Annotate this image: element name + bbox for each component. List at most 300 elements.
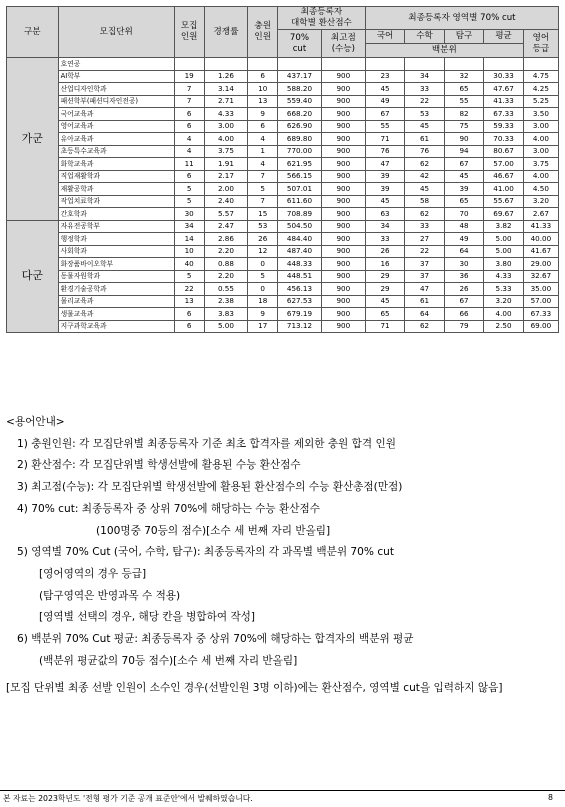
cell-quota: 30 — [174, 208, 204, 221]
cell-eng: 4.50 — [523, 183, 558, 196]
cell-kor: 34 — [365, 220, 405, 233]
cell-kor: 39 — [365, 183, 405, 196]
note-final: [모집 단위별 최종 선발 인원이 소수인 경우(선발인원 3명 이하)에는 환산점수, 영역별 cut을 입력하지 않음] — [6, 682, 503, 695]
cell-avg: 5.00 — [484, 233, 524, 246]
cell-quota: 10 — [174, 245, 204, 258]
cell-quota — [174, 58, 204, 71]
cell-exp: 67 — [444, 158, 484, 171]
cell-comp: 3.75 — [204, 145, 248, 158]
cell-math: 34 — [405, 70, 445, 83]
cell-add: 4 — [248, 158, 278, 171]
cell-exp: 79 — [444, 320, 484, 333]
cell-comp: 0.88 — [204, 258, 248, 271]
note-5: 5) 영역별 70% Cut (국어, 수학, 탐구): 최종등록자의 각 과목별 백분위 70% cut — [17, 546, 395, 559]
cell-max: 900 — [321, 308, 365, 321]
cell-comp: 5.00 — [204, 320, 248, 333]
group-label: 가군 — [7, 58, 59, 221]
cell-avg: 69.67 — [484, 208, 524, 221]
cell-exp: 55 — [444, 95, 484, 108]
unit-name: 호연공 — [58, 58, 174, 71]
cell-avg: 80.67 — [484, 145, 524, 158]
cell-eng: 69.00 — [523, 320, 558, 333]
cell-max: 900 — [321, 120, 365, 133]
cell-eng: 35.00 — [523, 283, 558, 296]
cell-comp: 2.20 — [204, 270, 248, 283]
table-row — [7, 295, 559, 308]
cell-exp: 32 — [444, 70, 484, 83]
cell-cut: 559.40 — [278, 95, 322, 108]
cell-max: 900 — [321, 320, 365, 333]
cell-eng: 3.00 — [523, 145, 558, 158]
unit-name: 유아교육과 — [58, 133, 174, 146]
unit-name: 자유전공학부 — [58, 220, 174, 233]
cell-eng: 40.00 — [523, 233, 558, 246]
cell-exp: 26 — [444, 283, 484, 296]
cell-cut: 621.95 — [278, 158, 322, 171]
unit-name: 직업재활학과 — [58, 170, 174, 183]
cell-comp: 4.00 — [204, 133, 248, 146]
cell-add: 6 — [248, 70, 278, 83]
cell-eng: 41.33 — [523, 220, 558, 233]
cell-exp: 82 — [444, 108, 484, 121]
header-area-group: 최종등록자 영역별 70% cut — [365, 7, 558, 30]
cell-comp: 2.40 — [204, 195, 248, 208]
cell-max: 900 — [321, 208, 365, 221]
cell-kor: 33 — [365, 233, 405, 246]
cell-quota: 5 — [174, 195, 204, 208]
table-row — [7, 133, 559, 146]
cell-comp: 1.91 — [204, 158, 248, 171]
table-row — [7, 170, 559, 183]
cell-eng: 3.50 — [523, 108, 558, 121]
cell-eng: 4.25 — [523, 83, 558, 96]
cell-add — [248, 58, 278, 71]
cell-math: 53 — [405, 108, 445, 121]
cell-cut: 689.80 — [278, 133, 322, 146]
cell-math: 64 — [405, 308, 445, 321]
cell-math: 33 — [405, 83, 445, 96]
table-body — [7, 58, 559, 333]
cell-avg: 41.33 — [484, 95, 524, 108]
table-row — [7, 120, 559, 133]
cell-add: 18 — [248, 295, 278, 308]
cell-eng: 2.67 — [523, 208, 558, 221]
cell-add: 5 — [248, 183, 278, 196]
cell-comp: 2.86 — [204, 233, 248, 246]
note-6: 6) 백분위 70% Cut 평균: 최종등록자 중 상위 70%에 해당하는 합격자의 백분위 평균 — [17, 633, 414, 646]
cell-avg: 5.33 — [484, 283, 524, 296]
cell-cut: 679.19 — [278, 308, 322, 321]
cell-cut: 437.17 — [278, 70, 322, 83]
cell-avg: 47.67 — [484, 83, 524, 96]
cell-cut: 507.01 — [278, 183, 322, 196]
cell-math: 61 — [405, 133, 445, 146]
cell-math: 58 — [405, 195, 445, 208]
cell-comp: 1.26 — [204, 70, 248, 83]
cell-add: 9 — [248, 308, 278, 321]
table-row — [7, 308, 559, 321]
cell-add: 10 — [248, 83, 278, 96]
cell-avg: 2.50 — [484, 320, 524, 333]
cell-kor: 45 — [365, 195, 405, 208]
unit-name: 간호학과 — [58, 208, 174, 221]
table-row — [7, 108, 559, 121]
cell-add: 1 — [248, 145, 278, 158]
unit-name: 생물교육과 — [58, 308, 174, 321]
cell-max: 900 — [321, 83, 365, 96]
cell-eng: 32.67 — [523, 270, 558, 283]
page-number: 8 — [548, 793, 553, 802]
cell-exp: 94 — [444, 145, 484, 158]
cell-math: 45 — [405, 183, 445, 196]
cell-kor: 45 — [365, 83, 405, 96]
cell-math — [405, 58, 445, 71]
cell-math: 76 — [405, 145, 445, 158]
cell-quota: 13 — [174, 295, 204, 308]
header-quota: 모집 인원 — [174, 7, 204, 58]
cell-eng: 29.00 — [523, 258, 558, 271]
cell-max: 900 — [321, 258, 365, 271]
group-label: 다군 — [7, 220, 59, 333]
cell-quota: 4 — [174, 133, 204, 146]
unit-name: 지구과학교육과 — [58, 320, 174, 333]
cell-comp: 5.57 — [204, 208, 248, 221]
cell-quota: 5 — [174, 270, 204, 283]
cell-kor: 47 — [365, 158, 405, 171]
unit-name: 행정학과 — [58, 233, 174, 246]
notes-title: <용어안내> — [6, 416, 65, 428]
table-row — [7, 258, 559, 271]
cell-eng: 5.25 — [523, 95, 558, 108]
cell-math: 27 — [405, 233, 445, 246]
table-row — [7, 220, 559, 233]
cell-avg: 5.00 — [484, 245, 524, 258]
table-row — [7, 320, 559, 333]
cell-exp: 49 — [444, 233, 484, 246]
unit-name: 환경기술공학과 — [58, 283, 174, 296]
header-score-group: 최종등록자 대학별 환산점수 — [278, 7, 366, 30]
cell-add: 26 — [248, 233, 278, 246]
cell-eng: 3.20 — [523, 195, 558, 208]
cell-avg: 55.67 — [484, 195, 524, 208]
cell-avg: 46.67 — [484, 170, 524, 183]
header-avg: 평균 — [484, 30, 524, 44]
cell-cut: 668.20 — [278, 108, 322, 121]
cell-add: 9 — [248, 108, 278, 121]
cell-max: 900 — [321, 133, 365, 146]
cell-eng: 4.00 — [523, 133, 558, 146]
note-5-detail-a: [영어영역의 경우 등급] — [39, 567, 147, 580]
table-row — [7, 83, 559, 96]
cell-comp: 0.55 — [204, 283, 248, 296]
cell-comp — [204, 58, 248, 71]
note-5-detail-c: [영역별 선택의 경우, 해당 칸을 병합하여 작성] — [39, 611, 256, 624]
cell-exp: 30 — [444, 258, 484, 271]
cell-quota: 14 — [174, 233, 204, 246]
cell-math: 61 — [405, 295, 445, 308]
cell-quota: 7 — [174, 83, 204, 96]
cell-avg: 59.33 — [484, 120, 524, 133]
cell-cut: 504.50 — [278, 220, 322, 233]
cell-math: 42 — [405, 170, 445, 183]
cell-add: 5 — [248, 270, 278, 283]
cell-avg: 41.00 — [484, 183, 524, 196]
table-header — [7, 7, 559, 58]
table-row — [7, 245, 559, 258]
header-cut70: 70% cut — [278, 30, 322, 58]
cell-quota: 5 — [174, 183, 204, 196]
cell-max: 900 — [321, 108, 365, 121]
cell-comp: 2.38 — [204, 295, 248, 308]
cell-cut: 627.53 — [278, 295, 322, 308]
cell-cut: 484.40 — [278, 233, 322, 246]
cell-comp: 2.71 — [204, 95, 248, 108]
cell-avg: 3.82 — [484, 220, 524, 233]
header-percentile: 백분위 — [365, 44, 523, 58]
cell-cut: 770.00 — [278, 145, 322, 158]
notes-section — [6, 412, 559, 700]
cell-quota: 19 — [174, 70, 204, 83]
cell-max: 900 — [321, 233, 365, 246]
cell-quota: 40 — [174, 258, 204, 271]
cell-eng: 4.75 — [523, 70, 558, 83]
cell-kor: 67 — [365, 108, 405, 121]
page-footer — [0, 790, 565, 807]
cell-eng: 3.75 — [523, 158, 558, 171]
table-row — [7, 95, 559, 108]
unit-name: 동물자원학과 — [58, 270, 174, 283]
cell-quota: 6 — [174, 320, 204, 333]
cell-add: 13 — [248, 95, 278, 108]
header-group: 구분 — [7, 7, 59, 58]
note-5-detail-b: (탐구영역은 반영과목 수 적용) — [39, 589, 181, 602]
cell-avg: 4.00 — [484, 308, 524, 321]
cell-max: 900 — [321, 245, 365, 258]
table-row — [7, 283, 559, 296]
cell-eng: 41.67 — [523, 245, 558, 258]
table-row — [7, 233, 559, 246]
unit-name: 패션학부(패션디자인전공) — [58, 95, 174, 108]
cell-max: 900 — [321, 270, 365, 283]
cell-comp: 3.00 — [204, 120, 248, 133]
cell-kor: 55 — [365, 120, 405, 133]
cell-cut: 708.89 — [278, 208, 322, 221]
cell-exp: 48 — [444, 220, 484, 233]
cell-max: 900 — [321, 183, 365, 196]
cell-cut: 626.90 — [278, 120, 322, 133]
unit-name: 영어교육과 — [58, 120, 174, 133]
cell-avg: 70.33 — [484, 133, 524, 146]
cell-add: 7 — [248, 170, 278, 183]
note-4-detail: (100명중 70등의 점수)[소수 세 번째 자리 반올림] — [96, 524, 331, 537]
unit-name: AI학부 — [58, 70, 174, 83]
cell-math: 37 — [405, 258, 445, 271]
cell-exp: 70 — [444, 208, 484, 221]
cell-kor: 45 — [365, 295, 405, 308]
cell-kor: 49 — [365, 95, 405, 108]
cell-math: 62 — [405, 208, 445, 221]
cell-add: 15 — [248, 208, 278, 221]
cell-kor: 39 — [365, 170, 405, 183]
cell-avg — [484, 58, 524, 71]
cell-exp: 36 — [444, 270, 484, 283]
cell-add: 4 — [248, 133, 278, 146]
cell-exp: 75 — [444, 120, 484, 133]
cell-max — [321, 58, 365, 71]
cell-kor: 26 — [365, 245, 405, 258]
cell-max: 900 — [321, 70, 365, 83]
cell-kor: 71 — [365, 320, 405, 333]
cell-kor: 63 — [365, 208, 405, 221]
cell-add: 0 — [248, 283, 278, 296]
cell-math: 47 — [405, 283, 445, 296]
header-unit: 모집단위 — [58, 7, 174, 58]
cell-cut: 456.13 — [278, 283, 322, 296]
cell-max: 900 — [321, 95, 365, 108]
cell-max: 900 — [321, 220, 365, 233]
cell-math: 22 — [405, 245, 445, 258]
unit-name: 작업치료학과 — [58, 195, 174, 208]
table-row — [7, 195, 559, 208]
cell-quota: 6 — [174, 108, 204, 121]
header-english: 영어 등급 — [523, 30, 558, 58]
unit-name: 사회학과 — [58, 245, 174, 258]
cell-avg: 3.20 — [484, 295, 524, 308]
cell-comp: 4.33 — [204, 108, 248, 121]
cell-cut — [278, 58, 322, 71]
cell-eng: 57.00 — [523, 295, 558, 308]
cell-comp: 3.83 — [204, 308, 248, 321]
cell-avg: 30.33 — [484, 70, 524, 83]
header-korean: 국어 — [365, 30, 405, 44]
cell-math: 62 — [405, 320, 445, 333]
cell-max: 900 — [321, 195, 365, 208]
header-competition: 경쟁률 — [204, 7, 248, 58]
cell-avg: 3.80 — [484, 258, 524, 271]
cell-exp: 65 — [444, 195, 484, 208]
cell-kor: 71 — [365, 133, 405, 146]
admission-results-table — [6, 6, 559, 333]
cell-math: 45 — [405, 120, 445, 133]
cell-add: 0 — [248, 258, 278, 271]
header-additional: 충원 인원 — [248, 7, 278, 58]
cell-math: 33 — [405, 220, 445, 233]
note-2: 2) 환산점수: 각 모집단위별 학생선발에 활용된 수능 환산점수 — [17, 459, 301, 472]
cell-comp: 2.20 — [204, 245, 248, 258]
cell-quota: 4 — [174, 145, 204, 158]
cell-max: 900 — [321, 295, 365, 308]
cell-kor: 76 — [365, 145, 405, 158]
cell-max: 900 — [321, 158, 365, 171]
cell-add: 6 — [248, 120, 278, 133]
cell-avg: 67.33 — [484, 108, 524, 121]
unit-name: 재활공학과 — [58, 183, 174, 196]
cell-add: 12 — [248, 245, 278, 258]
cell-add: 17 — [248, 320, 278, 333]
cell-cut: 448.33 — [278, 258, 322, 271]
header-explore: 탐구 — [444, 30, 484, 44]
cell-quota: 7 — [174, 95, 204, 108]
table-row — [7, 270, 559, 283]
cell-comp: 2.17 — [204, 170, 248, 183]
unit-name: 화학교육과 — [58, 158, 174, 171]
header-math: 수학 — [405, 30, 445, 44]
unit-name: 초등특수교육과 — [58, 145, 174, 158]
note-1: 1) 충원인원: 각 모집단위별 최종등록자 기준 최초 합격자를 제외한 충원 합격 인원 — [17, 437, 396, 450]
cell-exp — [444, 58, 484, 71]
cell-exp: 64 — [444, 245, 484, 258]
footer-text: 본 자료는 2023학년도 '전형 평가 기준 공개 표준안'에서 발췌하였습니다. — [3, 794, 253, 803]
cell-avg: 4.33 — [484, 270, 524, 283]
cell-math: 37 — [405, 270, 445, 283]
cell-comp: 3.14 — [204, 83, 248, 96]
cell-quota: 11 — [174, 158, 204, 171]
cell-eng: 3.00 — [523, 120, 558, 133]
cell-max: 900 — [321, 283, 365, 296]
cell-eng — [523, 58, 558, 71]
unit-name: 국어교육과 — [58, 108, 174, 121]
cell-exp: 90 — [444, 133, 484, 146]
cell-add: 7 — [248, 195, 278, 208]
cell-math: 22 — [405, 95, 445, 108]
table-row — [7, 58, 559, 71]
cell-avg: 57.00 — [484, 158, 524, 171]
cell-cut: 448.51 — [278, 270, 322, 283]
table-row — [7, 158, 559, 171]
cell-eng: 67.33 — [523, 308, 558, 321]
cell-quota: 6 — [174, 170, 204, 183]
cell-exp: 66 — [444, 308, 484, 321]
unit-name: 산업디자인학과 — [58, 83, 174, 96]
cell-exp: 45 — [444, 170, 484, 183]
cell-quota: 6 — [174, 120, 204, 133]
note-4: 4) 70% cut: 최종등록자 중 상위 70%에 해당하는 수능 환산점수 — [17, 502, 320, 515]
table-row — [7, 145, 559, 158]
cell-comp: 2.00 — [204, 183, 248, 196]
unit-name: 화장품바이오학부 — [58, 258, 174, 271]
cell-eng: 4.00 — [523, 170, 558, 183]
table-row — [7, 208, 559, 221]
cell-exp: 39 — [444, 183, 484, 196]
cell-quota: 6 — [174, 308, 204, 321]
cell-kor — [365, 58, 405, 71]
cell-max: 900 — [321, 170, 365, 183]
cell-kor: 23 — [365, 70, 405, 83]
cell-kor: 16 — [365, 258, 405, 271]
cell-add: 53 — [248, 220, 278, 233]
note-3: 3) 최고점(수능): 각 모집단위별 학생선발에 활용된 환산점수의 수능 환산총점(만점) — [17, 481, 403, 494]
cell-math: 62 — [405, 158, 445, 171]
cell-quota: 34 — [174, 220, 204, 233]
cell-cut: 588.20 — [278, 83, 322, 96]
table-row — [7, 70, 559, 83]
cell-exp: 65 — [444, 83, 484, 96]
note-6-detail: (백분위 평균값의 70등 점수)[소수 세 번째 자리 반올림] — [39, 654, 298, 667]
cell-comp: 2.47 — [204, 220, 248, 233]
cell-cut: 487.40 — [278, 245, 322, 258]
cell-cut: 566.15 — [278, 170, 322, 183]
table-row — [7, 183, 559, 196]
cell-exp: 67 — [444, 295, 484, 308]
unit-name: 물리교육과 — [58, 295, 174, 308]
cell-kor: 29 — [365, 270, 405, 283]
cell-cut: 713.12 — [278, 320, 322, 333]
cell-kor: 29 — [365, 283, 405, 296]
cell-kor: 65 — [365, 308, 405, 321]
cell-max: 900 — [321, 145, 365, 158]
header-max-score: 최고점 (수능) — [321, 30, 365, 58]
cell-cut: 611.60 — [278, 195, 322, 208]
